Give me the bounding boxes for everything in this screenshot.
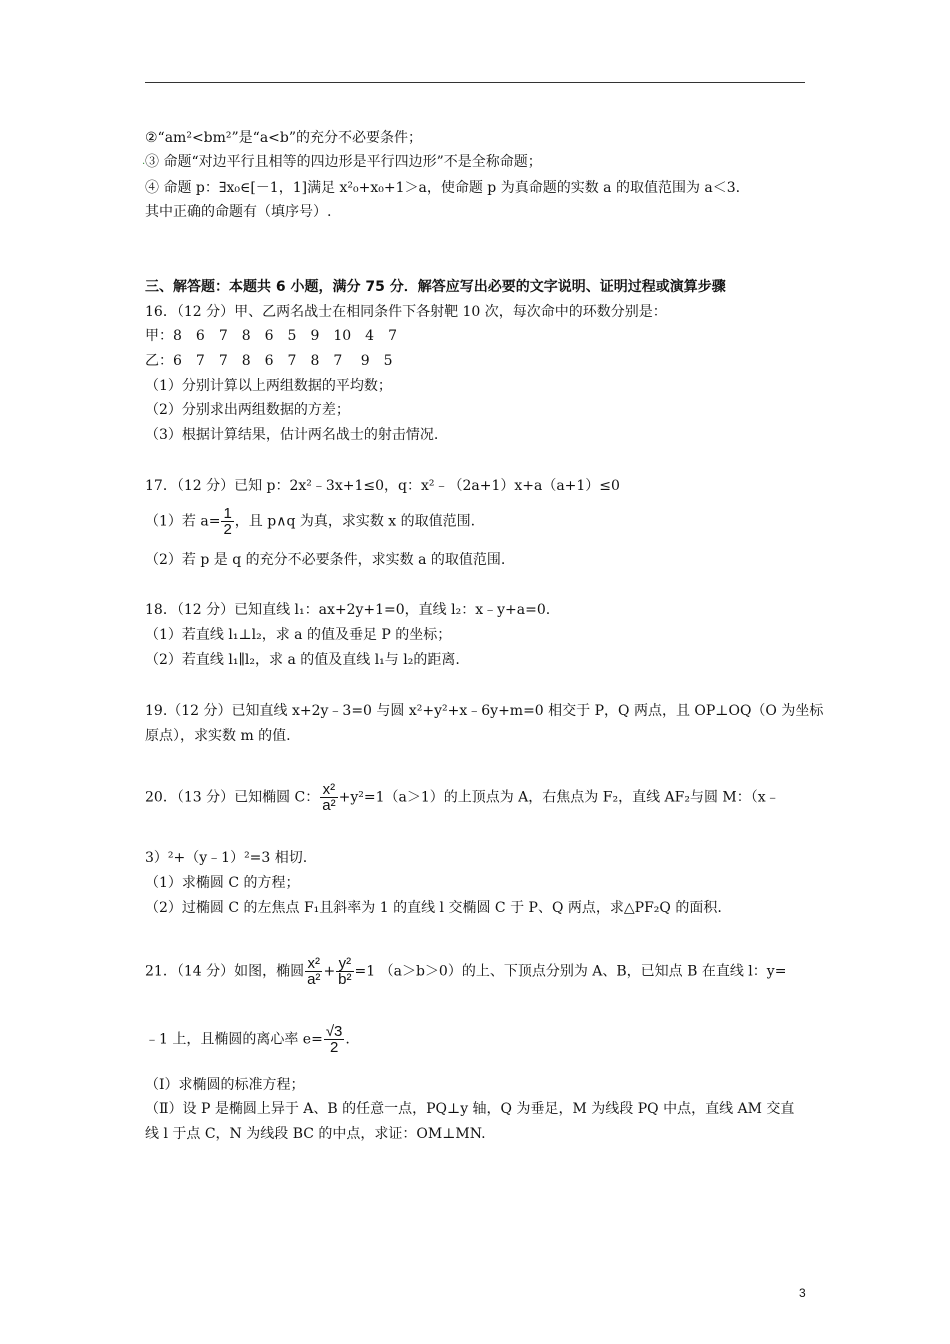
- q21-fraction-y: [336, 956, 353, 987]
- q20-pre: 20．（13 分）已知椭圆 C：: [145, 789, 320, 806]
- q21-post: =1 （a＞b＞0）的上、下顶点分别为 A、B，已知点 B 在直线 l：y=: [354, 963, 787, 980]
- q20-part2: （2）过椭圆 C 的左焦点 F₁且斜率为 1 的直线 l 交椭圆 C 于 P、Q 两点，求△PF₂Q 的面积.: [145, 900, 722, 916]
- q21-part1: （Ⅰ）求椭圆的标准方程；: [145, 1077, 305, 1093]
- q21-plus: +: [323, 963, 336, 980]
- q17-stem: 17．（12 分）已知 p：2x²﹣3x+1≤0，q：x²﹣（2a+1）x+a（a+1）≤0: [145, 478, 620, 494]
- q21-part2-line2: 线 l 于点 C，N 为线段 BC 的中点，求证：OM⊥MN.: [145, 1126, 486, 1142]
- q21-line2-post: .: [345, 1031, 350, 1048]
- q21-pre: 21．（14 分）如图，椭圆: [145, 963, 305, 980]
- q16-yi: 乙：6 7 7 8 6 7 8 7 9 5: [145, 353, 393, 369]
- q16-jia: 甲：8 6 7 8 6 5 9 10 4 7: [145, 328, 397, 344]
- header-rule: [145, 82, 805, 83]
- q21-fraction-x: [305, 956, 322, 987]
- q21-line2: [145, 1024, 350, 1055]
- q21-line1: [145, 956, 786, 987]
- intro-tail: 其中正确的命题有（填序号）.: [145, 204, 332, 220]
- margin-mark: .: [142, 156, 146, 167]
- intro-item-2: ②“am²<bm²”是“a<b”的充分不必要条件；: [145, 130, 423, 146]
- q17-part2: （2）若 p 是 q 的充分不必要条件，求实数 a 的取值范围.: [145, 552, 506, 568]
- q20-part1: （1）求椭圆 C 的方程；: [145, 875, 300, 891]
- q20-frac-num: x²: [322, 781, 336, 798]
- q21-frac1-den: a²: [307, 971, 321, 988]
- q21-frac1-num: x²: [307, 955, 321, 972]
- q17-part1-pre: （1）若 a=: [145, 513, 221, 530]
- intro-item-4: ④ 命题 p：∃x₀∈[－1，1]满足 x²₀+x₀+1＞a，使命题 p 为真命题的实数 a 的取值范围为 a＜3.: [145, 180, 741, 196]
- q21-eccentricity: [324, 1024, 345, 1055]
- q20-frac-den: a²: [322, 797, 336, 814]
- q16-part2: （2）分别求出两组数据的方差；: [145, 402, 350, 418]
- q19-line2: 原点），求实数 m 的值.: [145, 728, 291, 744]
- section-heading: 三、解答题：本题共 6 小题，满分 75 分．解答应写出必要的文字说明、证明过程或演算步骤: [145, 279, 726, 295]
- q17-frac-den: 2: [223, 521, 232, 538]
- page-number: 3: [799, 1286, 806, 1300]
- q17-fraction: [221, 506, 233, 537]
- q20-line1: [145, 782, 780, 813]
- q21-frac2-den: b²: [338, 971, 352, 988]
- q20-fraction: [320, 782, 337, 813]
- q21-line2-pre: ﹣1 上，且椭圆的离心率 e=: [145, 1031, 323, 1048]
- q17-part1-post: ，且 p∧q 为真，求实数 x 的取值范围.: [234, 513, 476, 530]
- q20-line2: 3）²+（y﹣1）²=3 相切.: [145, 850, 308, 866]
- q18-part1: （1）若直线 l₁⊥l₂，求 a 的值及垂足 P 的坐标；: [145, 627, 452, 643]
- q21-frac2-num: y²: [338, 955, 352, 972]
- q21-part2-line1: （Ⅱ）设 P 是椭圆上异于 A、B 的任意一点，PQ⊥y 轴，Q 为垂足，M 为线段 PQ 中点，直线 AM 交直: [145, 1101, 795, 1117]
- q16-part1: （1）分别计算以上两组数据的平均数；: [145, 378, 392, 394]
- intro-item-3: ③ 命题“对边平行且相等的四边形是平行四边形”不是全称命题；: [145, 154, 542, 170]
- q18-part2: （2）若直线 l₁∥l₂，求 a 的值及直线 l₁与 l₂的距离.: [145, 652, 460, 668]
- q16-part3: （3）根据计算结果，估计两名战士的射击情况.: [145, 427, 439, 443]
- q17-part1: [145, 506, 475, 537]
- q18-stem: 18．（12 分）已知直线 l₁：ax+2y+1=0，直线 l₂：x﹣y+a=0.: [145, 602, 551, 618]
- q21-e-den: 2: [324, 1039, 345, 1055]
- q17-frac-num: 1: [223, 505, 232, 522]
- q21-e-num: √3: [325, 1023, 343, 1040]
- q16-stem: 16．（12 分）甲、乙两名战士在相同条件下各射靶 10 次，每次命中的环数分别是：: [145, 304, 667, 320]
- q19-line1: 19.（12 分）已知直线 x+2y﹣3=0 与圆 x²+y²+x﹣6y+m=0 相交于 P，Q 两点，且 OP⊥OQ（O 为坐标: [145, 703, 824, 719]
- q20-post: +y²=1（a＞1）的上顶点为 A，右焦点为 F₂，直线 AF₂与圆 M：（x﹣: [338, 789, 780, 806]
